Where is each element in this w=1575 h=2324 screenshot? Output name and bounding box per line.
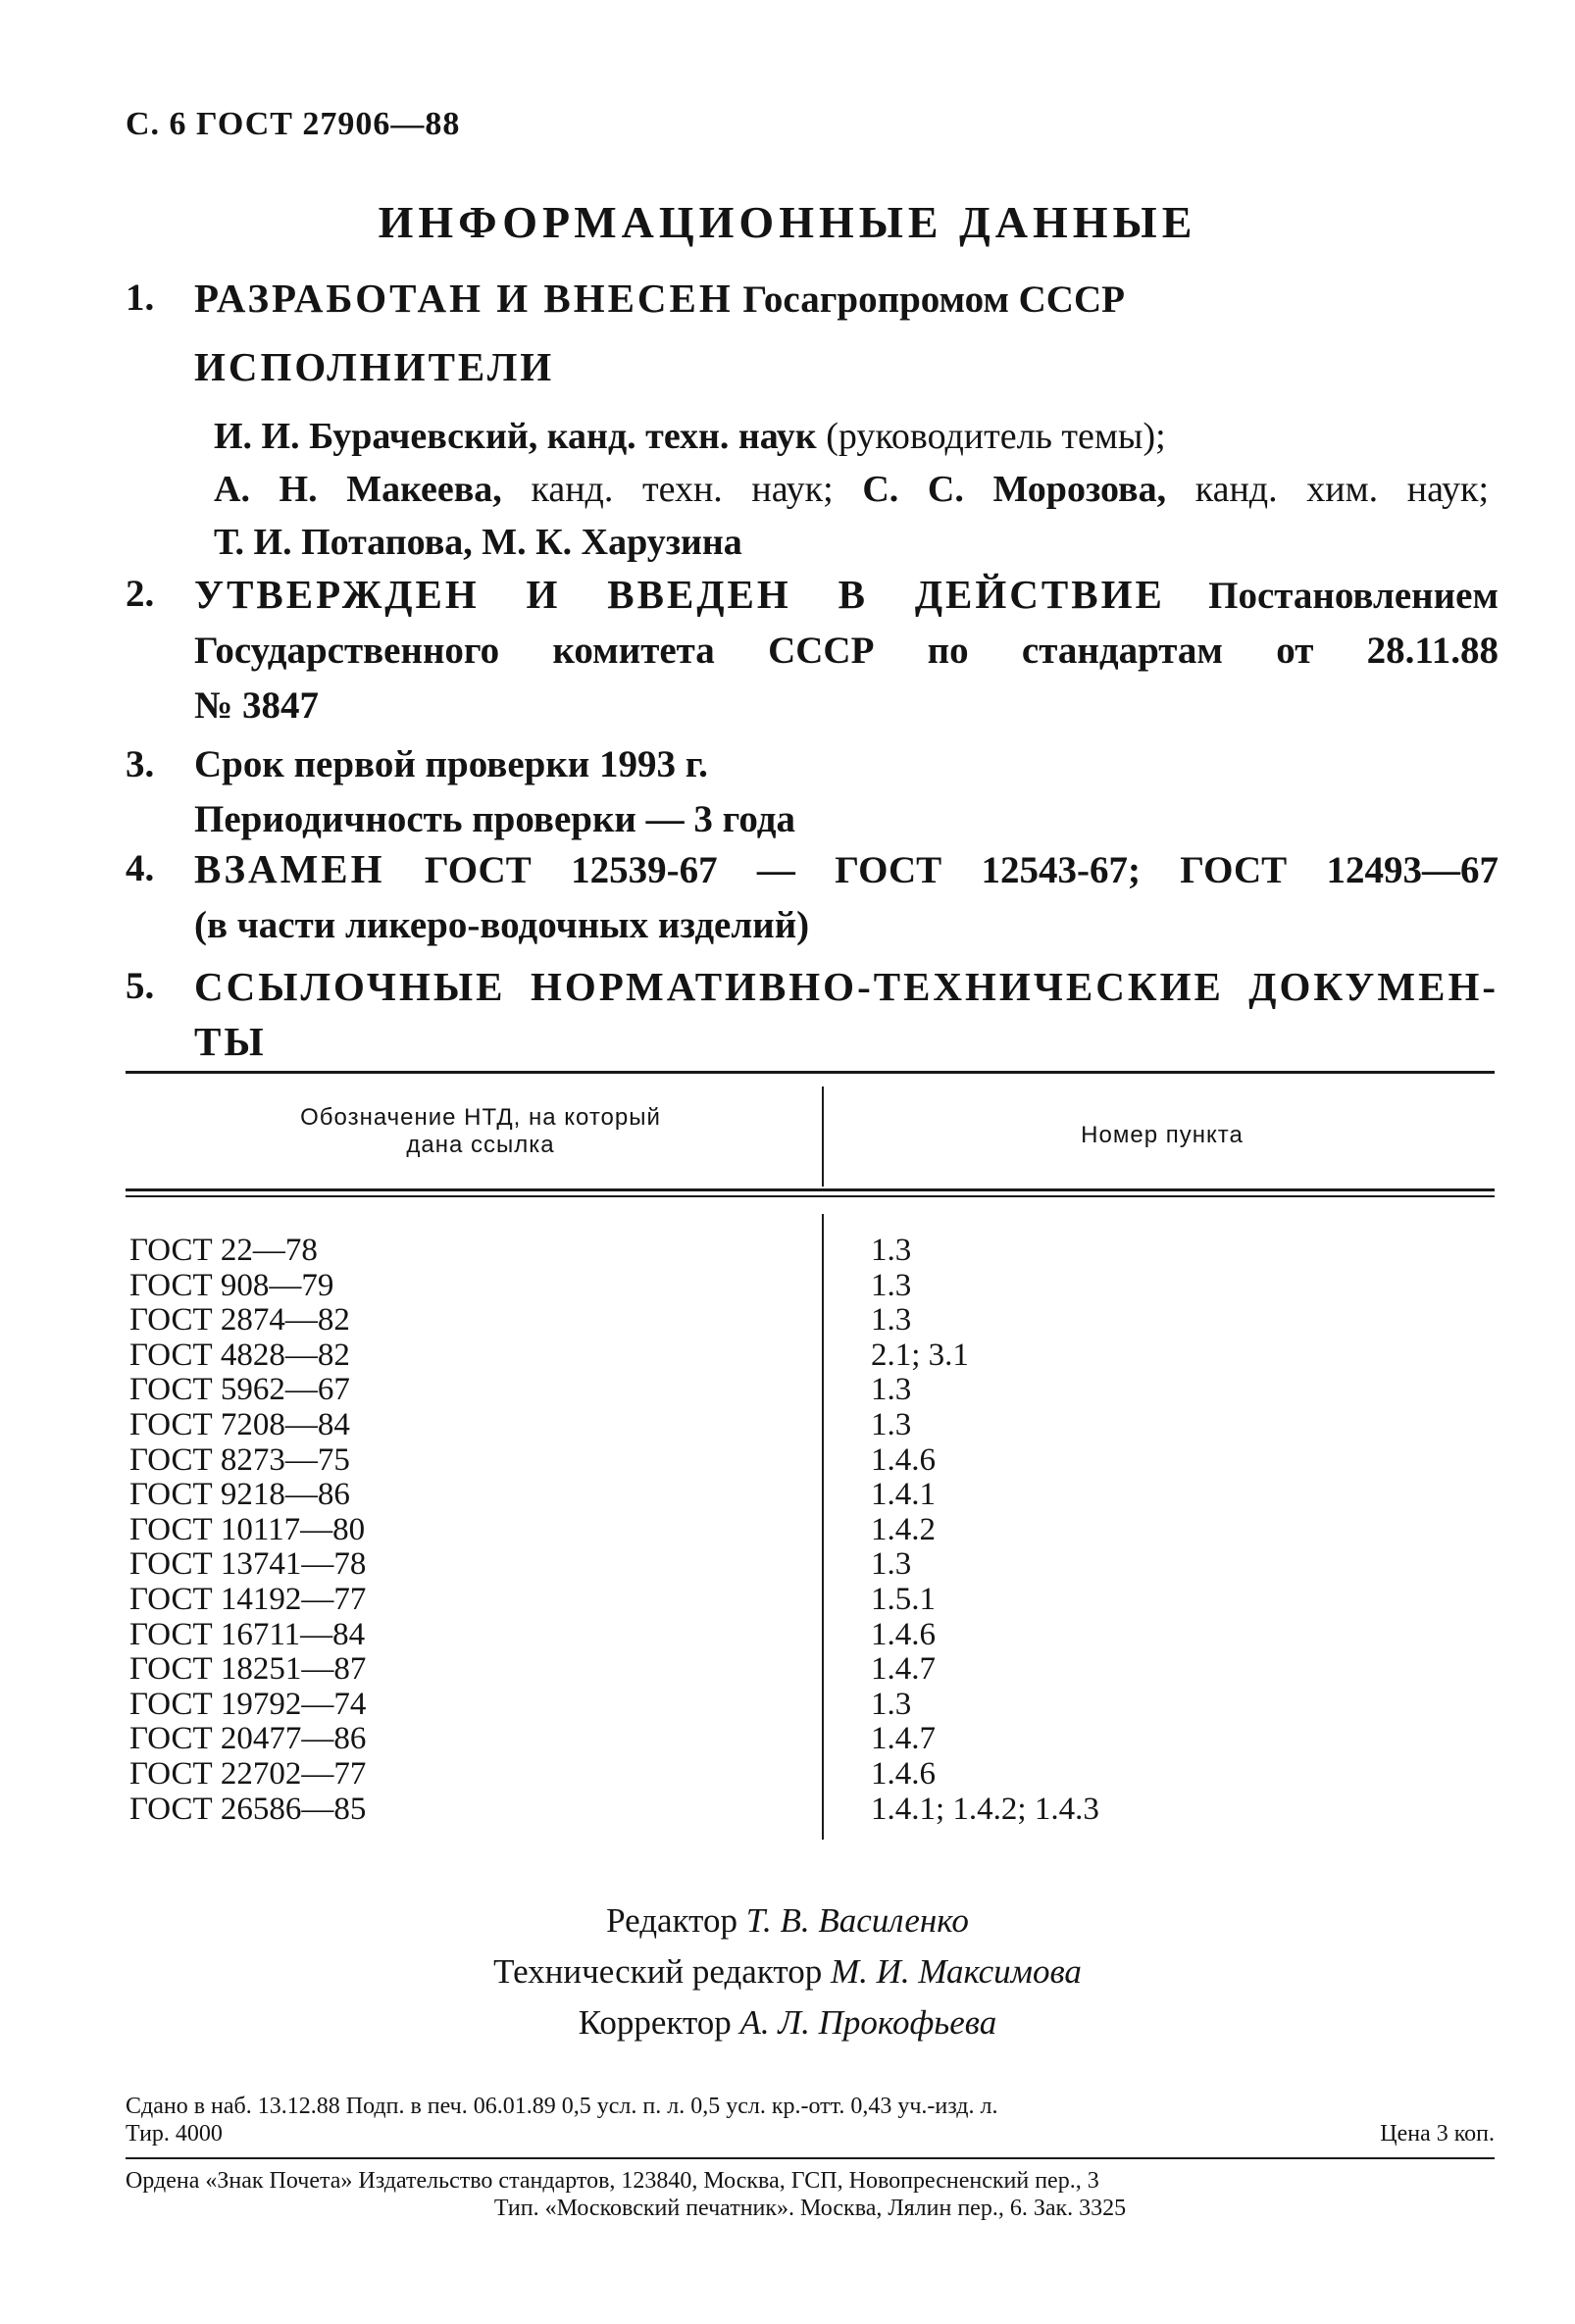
publishing-info <box>126 2093 1495 2147</box>
table-cell-doc: ГОСТ 22702—77 <box>129 1755 367 1792</box>
item-developed <box>126 271 1499 328</box>
table-top-rule <box>126 1071 1495 1074</box>
person-name: М. И. Максимова <box>830 1952 1082 1991</box>
item-number: 5. <box>126 965 155 1007</box>
publishing-line-1: Сдано в наб. 13.12.88 Подп. в печ. 06.01.89 0,5 усл. п. л. 0,5 усл. кр.-отт. 0,43 уч.-изд. л. <box>126 2094 998 2119</box>
item-text: Госагропромом СССР <box>742 278 1125 321</box>
table-cell-doc: ГОСТ 18251—87 <box>129 1651 367 1688</box>
item-text: Постановлением <box>1208 575 1499 617</box>
executor-name: С. С. Морозова, <box>862 469 1167 510</box>
executor-role: (руководитель темы); <box>826 416 1166 457</box>
editor-line <box>0 1895 1575 1946</box>
item-number: 4. <box>126 847 155 889</box>
item-line: Срок первой проверки 1993 г. <box>194 743 708 785</box>
table-cell-clause: 1.4.7 <box>871 1721 936 1757</box>
executor-degree: канд. хим. наук; <box>1194 469 1490 510</box>
person-name: А. Л. Прокофьева <box>739 2003 997 2042</box>
item-line: (в части ликеро-водочных изделий) <box>194 904 810 946</box>
table-cell-clause: 1.3 <box>871 1406 912 1442</box>
executors-heading <box>126 339 1499 396</box>
item-line: ТЫ <box>194 1019 267 1064</box>
item-caps: УТВЕРЖДЕН И ВВЕДЕН В ДЕЙСТВИЕ <box>194 572 1165 617</box>
table-cell-clause: 1.3 <box>871 1267 912 1303</box>
table-cell-doc: ГОСТ 908—79 <box>129 1267 334 1303</box>
table-cell-doc: ГОСТ 10117—80 <box>129 1511 366 1547</box>
page-title: ИНФОРМАЦИОННЫЕ ДАННЫЕ <box>378 197 1197 247</box>
table-header-rule <box>126 1188 1495 1191</box>
print-run: Тир. 4000 <box>126 2121 223 2147</box>
executor-name: А. Н. Макеева, <box>214 469 502 510</box>
publishing-line-2 <box>126 2120 1495 2147</box>
item-line: ССЫЛОЧНЫЕ НОРМАТИВНО-ТЕХНИЧЕСКИЕ ДОКУМЕН- <box>194 964 1499 1009</box>
table-cell-doc: ГОСТ 20477—86 <box>129 1721 367 1757</box>
item-number: 1. <box>126 277 155 319</box>
table-cell-doc: ГОСТ 19792—74 <box>129 1686 367 1722</box>
executors-label: ИСПОЛНИТЕЛИ <box>194 344 555 389</box>
table-cell-clause: 1.4.7 <box>871 1651 936 1688</box>
item-review <box>126 737 1499 847</box>
table-cell-clause: 1.4.1; 1.4.2; 1.4.3 <box>871 1791 1099 1827</box>
publisher-line: Ордена «Знак Почета» Издательство стандартов, 123840, Москва, ГСП, Новопресненский пер., 3 <box>126 2168 1099 2194</box>
role-label: Технический редактор <box>493 1952 823 1991</box>
table-cell-clause: 1.3 <box>871 1686 912 1722</box>
executors-list <box>214 410 1489 569</box>
item-line: № 3847 <box>194 684 319 727</box>
table-cell-clause: 1.4.6 <box>871 1616 936 1652</box>
header-line: дана ссылка <box>406 1132 555 1158</box>
item-caps: РАЗРАБОТАН И ВНЕСЕН <box>194 276 734 321</box>
table-cell-clause: 2.1; 3.1 <box>871 1337 969 1373</box>
table-cell-clause: 1.4.2 <box>871 1511 936 1547</box>
page-header: С. 6 ГОСТ 27906—88 <box>126 106 461 142</box>
executor-degree: канд. техн. наук; <box>531 469 834 510</box>
table-column-documents <box>129 1234 366 1827</box>
corrector-line <box>0 1997 1575 2048</box>
footer-rule <box>126 2157 1495 2159</box>
executor-name: И. И. Бурачевский, канд. техн. наук <box>214 416 817 457</box>
table-cell-doc: ГОСТ 22—78 <box>129 1233 318 1268</box>
table-cell-doc: ГОСТ 16711—84 <box>129 1616 366 1652</box>
table-cell-clause: 1.4.6 <box>871 1755 936 1792</box>
printer-line: Тип. «Московский печатник». Москва, Лялин пер., 6. Зак. 3325 <box>493 2196 1127 2221</box>
item-approved <box>126 567 1499 733</box>
item-line <box>194 841 1499 898</box>
item-number: 3. <box>126 743 155 785</box>
item-references <box>126 959 1499 1069</box>
item-number: 2. <box>126 573 155 615</box>
table-cell-clause: 1.3 <box>871 1546 912 1583</box>
executors-line-1 <box>214 410 1489 463</box>
item-replaces <box>126 841 1499 953</box>
table-header-clause: Номер пункта <box>1081 1122 1244 1148</box>
table-cell-doc: ГОСТ 14192—77 <box>129 1581 367 1617</box>
table-body-divider <box>822 1214 824 1840</box>
table-cell-doc: ГОСТ 2874—82 <box>129 1302 350 1339</box>
executors-line-2 <box>214 463 1489 516</box>
table-header-divider <box>822 1086 824 1187</box>
role-label: Редактор <box>606 1901 737 1940</box>
table-cell-clause: 1.4.6 <box>871 1441 936 1478</box>
table-cell-doc: ГОСТ 8273—75 <box>129 1441 350 1478</box>
item-line <box>194 567 1499 624</box>
table-cell-doc: ГОСТ 5962—67 <box>129 1372 350 1408</box>
table-cell-clause: 1.4.1 <box>871 1477 936 1513</box>
table-cell-clause: 1.3 <box>871 1233 912 1268</box>
person-name: Т. В. Василенко <box>745 1901 969 1940</box>
item-caps: ВЗАМЕН <box>194 846 385 891</box>
price: Цена 3 коп. <box>1380 2121 1495 2147</box>
executor-names: Т. И. Потапова, М. К. Харузина <box>214 522 742 563</box>
item-line: Государственного комитета СССР по стандартам от 28.11.88 <box>194 630 1499 672</box>
table-header-rule-2 <box>126 1195 1495 1197</box>
table-header-document <box>157 1104 804 1159</box>
table-column-clauses <box>871 1234 1099 1827</box>
editorial-staff <box>0 1895 1575 2048</box>
role-label: Корректор <box>578 2003 732 2042</box>
table-cell-doc: ГОСТ 26586—85 <box>129 1791 367 1827</box>
table-cell-clause: 1.3 <box>871 1372 912 1408</box>
executors-line-3 <box>214 516 1489 569</box>
table-cell-doc: ГОСТ 7208—84 <box>129 1406 350 1442</box>
item-line: Периодичность проверки — 3 года <box>194 798 795 840</box>
table-cell-clause: 1.5.1 <box>871 1581 936 1617</box>
publisher-info <box>126 2167 1495 2222</box>
tech-editor-line <box>0 1946 1575 1997</box>
table-cell-doc: ГОСТ 9218—86 <box>129 1477 350 1513</box>
table-cell-doc: ГОСТ 4828—82 <box>129 1337 350 1373</box>
table-cell-doc: ГОСТ 13741—78 <box>129 1546 367 1583</box>
item-text: ГОСТ 12539-67 — ГОСТ 12543-67; ГОСТ 12493—67 <box>424 849 1499 891</box>
header-line: Обозначение НТД, на который <box>300 1104 661 1131</box>
table-cell-clause: 1.3 <box>871 1302 912 1339</box>
